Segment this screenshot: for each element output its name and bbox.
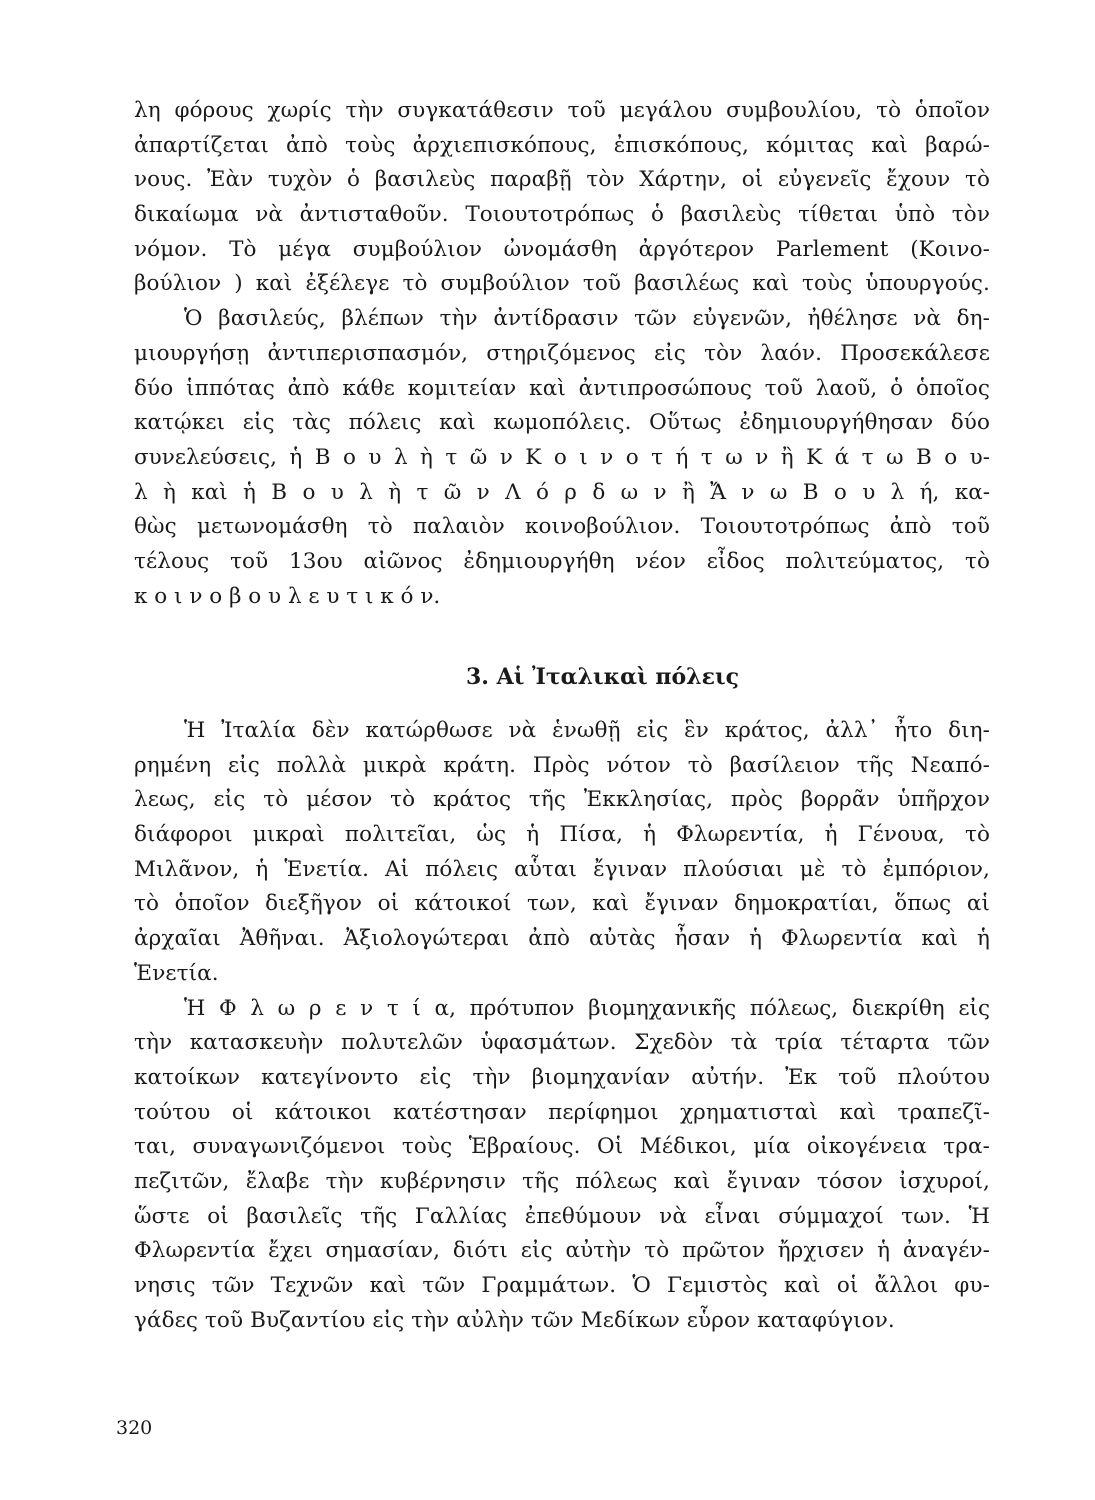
text-line: διάφοροι μικραὶ πολιτεῖαι, ὡς ἡ Πίσα, ἡ Φλωρεντία, ἡ Γένουα, τὸ [134,822,990,848]
text-line: τούτου οἱ κάτοικοι κατέστησαν περίφημοι χρηματισταὶ καὶ τραπεζῖ- [134,1099,990,1125]
text-line: λη φόρους χωρίς τὴν συγκατάθεσιν τοῦ μεγάλου συμβουλίου, τὸ ὁποῖον [134,98,990,123]
text-line: τὴν κατασκευὴν πολυτελῶν ὑφασμάτων. Σχεδὸν τὰ τρία τέταρτα τῶν [134,1030,990,1056]
text-line: τέλους τοῦ 13ου αἰῶνος ἐδημιουργήθη νέον εἶδος πολιτεύματος, τὸ [134,548,990,574]
text-line: ὥστε οἱ βασιλεῖς τῆς Γαλλίας ἐπεθύμουν νὰ εἶναι σύμμαχοί των. Ἡ [134,1203,990,1229]
text-line: θὼς μετωνομάσθη τὸ παλαιὸν κοινοβούλιον. Τοιουτοτρόπως ἀπὸ τοῦ [134,514,990,540]
text-line: Ὁ βασιλεύς, βλέπων τὴν ἀντίδρασιν τῶν εὐγενῶν, ἠθέλησε νὰ δη- [184,306,990,332]
text-line: ρημένη εἰς πολλὰ μικρὰ κράτη. Πρὸς νότον τὸ βασίλειον τῆς Νεαπό- [134,752,990,778]
text-line: κ ο ι ν ο β ο υ λ ε υ τ ι κ ό ν. [134,583,441,609]
text-line: τὸ ὁποῖον διεξῆγον οἱ κάτοικοί των, καὶ ἔγιναν δημοκρατίαι, ὅπως αἱ [134,891,990,917]
page-number: 320 [116,1417,153,1439]
section-heading: 3. Αἱ Ἰταλικαὶ πόλεις [466,664,739,690]
text-line: δύο ἱππότας ἀπὸ κάθε κομιτείαν καὶ ἀντιπροσώπους τοῦ λαοῦ, ὁ ὁποῖος [134,375,990,401]
text-line: λ ὴ καὶ ἡ Β ο υ λ ὴ τ ῶ ν Λ ό ρ δ ω ν ἢ Ἄ ν ω Β ο υ λ ή, κα- [134,479,990,505]
text-line: Φλωρεντία ἔχει σημασίαν, διότι εἰς αὐτὴν τὸ πρῶτον ἤρχισεν ἡ ἀναγέν- [134,1238,990,1264]
text-line: κατῴκει εἰς τὰς πόλεις καὶ κωμοπόλεις. Οὕτως ἐδημιουργήθησαν δύο [134,410,990,436]
text-line: λεως, εἰς τὸ μέσον τὸ κράτος τῆς Ἐκκλησίας, πρὸς βορρᾶν ὑπῆρχον [134,787,990,813]
text-line: νους. Ἐὰν τυχὸν ὁ βασιλεὺς παραβῇ τὸν Χάρτην, οἱ εὐγενεῖς ἔχουν τὸ [134,167,990,193]
text-line: ἀπαρτίζεται ἀπὸ τοὺς ἀρχιεπισκόπους, ἐπισκόπους, κόμιτας καὶ βαρώ- [134,132,990,158]
paragraph-parliament [134,94,990,614]
text-line: ται, συναγωνιζόμενοι τοὺς Ἑβραίους. Οἱ Μέδικοι, μία οἰκογένεια τρα- [134,1134,990,1160]
text-line: μιουργήσῃ ἀντιπερισπασμόν, στηριζόμενος εἰς τὸν λαόν. Προσεκάλεσε [134,340,990,366]
text-line: Ἑνετία. [134,960,219,986]
text-line: Ἡ Ἰταλία δὲν κατώρθωσε νὰ ἑνωθῇ εἰς ἓν κράτος, ἀλλ᾽ ἦτο διη- [184,718,990,743]
text-line: νόμον. Τὸ μέγα συμβούλιον ὠνομάσθη ἀργότερον Parlement (Κοινο- [134,236,990,262]
text-line: γάδες τοῦ Βυζαντίου εἰς τὴν αὐλὴν τῶν Μεδίκων εὗρον καταφύγιον. [134,1307,895,1333]
text-line: βούλιον ) καὶ ἐξέλεγε τὸ συμβούλιον τοῦ βασιλέως καὶ τοὺς ὑπουργούς. [134,271,990,297]
text-line: νησις τῶν Τεχνῶν καὶ τῶν Γραμμάτων. Ὁ Γεμιστὸς καὶ οἱ ἄλλοι φυ- [134,1273,990,1298]
paragraph-italian-cities [134,714,990,1338]
text-line: συνελεύσεις, ἡ Β ο υ λ ὴ τ ῶ ν Κ ο ι ν ο τ ή τ ω ν ἢ Κ ά τ ω Β ο υ- [134,444,990,470]
text-line: κατοίκων κατεγίνοντο εἰς τὴν βιομηχανίαν αὐτήν. Ἐκ τοῦ πλούτου [134,1064,990,1090]
text-line: Μιλᾶνον, ἡ Ἑνετία. Αἱ πόλεις αὗται ἔγιναν πλούσιαι μὲ τὸ ἐμπόριον, [134,856,990,882]
text-line: δικαίωμα νὰ ἀντισταθοῦν. Τοιουτοτρόπως ὁ βασιλεὺς τίθεται ὑπὸ τὸν [134,202,990,228]
text-line: ἀρχαῖαι Ἀθῆναι. Ἀξιολογώτεραι ἀπὸ αὐτὰς ἦσαν ἡ Φλωρεντία καὶ ἡ [134,926,990,952]
text-line: Ἡ Φ λ ω ρ ε ν τ ί α, πρότυπον βιομηχανικῆς πόλεως, διεκρίθη εἰς [184,995,990,1021]
text-line: πεζιτῶν, ἔλαβε τὴν κυβέρνησιν τῆς πόλεως καὶ ἔγιναν τόσον ἰσχυροί, [134,1168,990,1194]
